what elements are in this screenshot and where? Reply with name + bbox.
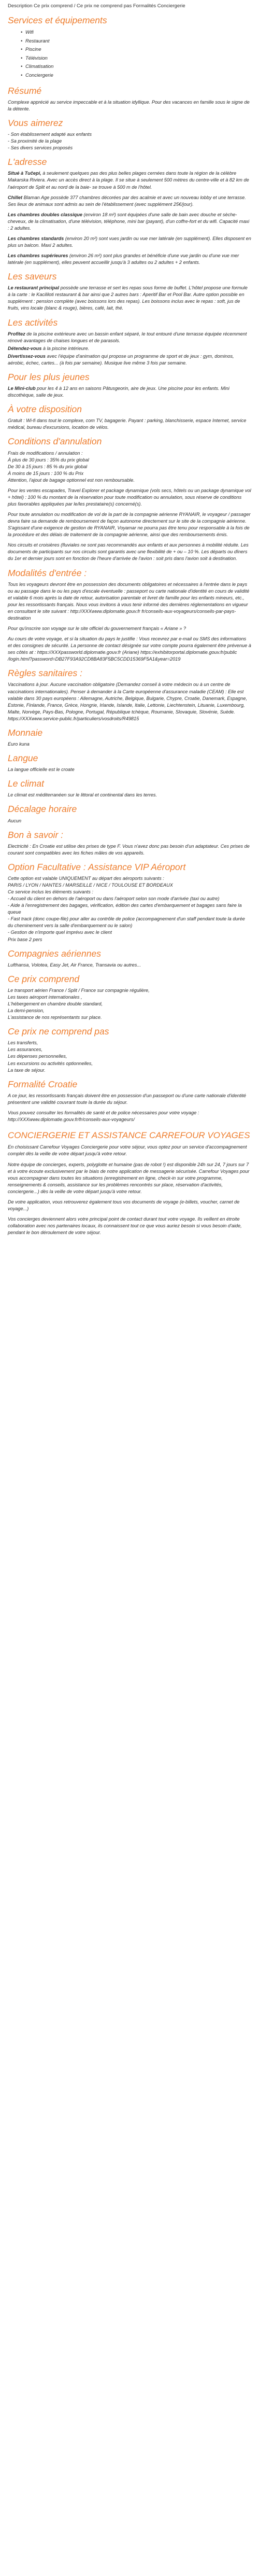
bullet-icon: •	[21, 55, 23, 61]
formalites-paragraph: Au cours de votre voyage, et si la situation du pays le justifie : Vous recevrez par e-mail ou SMS des informations et des consignes de sécurité. La personne de contact désignée sur votre compte pourra également être prévenue à ses côtés at : https://XXXpassworld.diplomatie.gouv.fr (Ariane) https://exhibitorportal.diplomatie.gouv.fr/public /login.html?password=DB27F93A92CD8BA83F5BC5CDD15369F5A1&year=2019	[8, 636, 251, 662]
formalite-croatie-paragraph: A ce jour, les ressortissants français doivent être en possession d'un passeport ou d'une carte nationale d'identité présentent une validité couvrant toute la durée du séjour.	[8, 1093, 246, 1105]
list-item: • Conciergerie	[25, 72, 251, 80]
bonasavoir-text: Electricité : En Croatie est utilise des prises de type F. Vous n'avez donc pas besoin d'un adaptateur. Ces prises de courant sont compatibles avec les fiches mâles de vos appareils.	[8, 843, 250, 856]
langue-title: Langue	[8, 753, 38, 763]
adresse-paragraph: Chillet Blaman Age possède 377 chambres décorées par des acalmie et avec un nouveau lobby et une terrasse. Ses lieux de animaux sont admis au sein de l'établissement (avec supplément 25€/jour).	[8, 194, 246, 207]
bullet-icon: •	[21, 73, 23, 79]
bonasavoir-section	[8, 830, 251, 857]
formalites-paragraph: Tous les voyageurs devront être en possession des documents obligatoires et nécessaires à l'entrée dans le pays ou au passage dans le ou les pays d'escale éventuelle : passeport ou carte nationale d'identité en cours de validité et valable 6 mois après la date de retour, autorisation parentale et livret de famille pour les enfants mineurs, etc., pour les ressortissants français. Nous vous invitons à vous tenir informé des dernières réglementations en vigueur en consultant le site suivant : http://XXXwww.diplomatie.gouv.fr fr/conseils-aux-voyageurs/conseils-par-pays-destination	[8, 581, 250, 621]
list-item: • Télévision	[25, 54, 251, 63]
vip-title: Option Facultative : Assistance VIP Aéroport	[8, 861, 186, 872]
adresse-title: L'adresse	[8, 157, 47, 167]
list-item: • Restaurant	[25, 37, 251, 46]
annulation-paragraph: Nos circuits et croisières (fluviales ne sont pas recommandés aux enfants et aux personnes à mobilité réduite. Les documents de participants sur nos circuits sont garantis avec une flexibilité de + ou – 10 %. Les départs ou dîners du 1er et dernier jours sont en fonction de l'heure d'arrivée de l'avion : soit pris dans l'avion soit à destination.	[8, 542, 249, 562]
adresse-paragraph: Les chambres doubles classique (environ 18 m²) sont équipées d'une salle de bain avec douche et sèche-cheveux, de la climatisation, d'une télévision, téléphone, mini bar (payant), d'un coffre-fort et du wifi. Capacité maxi : 2 adultes.	[8, 212, 250, 231]
activites-paragraph: Détendez-vous à la piscine intérieure.	[8, 345, 90, 351]
annulation-paragraph: Pour les ventes escapades, Travel Explorer et package dynamique (vols secs, hôtels ou un package dynamique vol + hôtel) : 100 % du montant de la réservation pour toute modification ou annulation, sous réserve de conditions plus favorables appliquées par le/les prestataire(s) concerné(s).	[8, 487, 251, 507]
list-item: • Wifi	[25, 29, 251, 37]
annulation-title: Conditions d'annulation	[8, 436, 102, 447]
monnaie-text: Euro kuna	[8, 741, 30, 747]
compagnies-text: Lufthansa, Volotea, Easy Jet, Air France, Transavia ou autres...	[8, 962, 141, 968]
prix-comprend-section	[8, 974, 251, 1021]
formalites-section	[8, 568, 251, 663]
adresse-paragraph: Situé à Tučepi, à seulement quelques pas des plus belles plages cernées dans toute la région de la célèbre Makarska Riviera. Avec un accès direct à la plage. Il se situe à seulement 500 mètres du centre-ville et à 82 km de l'aéroport de Split et au nord de la baie- se trouve à 500 m de l'hôtel.	[8, 171, 249, 190]
bullet-icon: •	[21, 64, 23, 70]
adresse-section	[8, 157, 251, 266]
monnaie-section	[8, 727, 251, 748]
climat-text: Le climat est méditerranéen sur le littoral et continental dans les terres.	[8, 792, 157, 798]
adresse-paragraph: Les chambres standards (environ 20 m²) sont vues jardin ou vue mer latérale (en supplément). Elles disposent en plus un balcon. Maxi 2 adultes.	[8, 235, 251, 248]
activites-section	[8, 317, 251, 367]
langue-text: La langue officielle est le croate	[8, 767, 75, 773]
list-item: • Piscine	[25, 46, 251, 54]
list-item: • Climatisation	[25, 63, 251, 72]
annulation-paragraph: Pour toute annulation ou modification de vol de la part de la compagnie aérienne RYANAIR, le voyageur / passager devra faire sa demande de remboursement de façon autonome directement sur le site de la compagnie aérienne. S'agissant d'une exigence de gestion de RYANAIR, Voyamar ne pourra pas être tenu pour responsable à la fois de la procédure et des délais de traitement de la compagnie aérienne, ainsi que des remboursements émis.	[8, 512, 251, 538]
formalites-paragraph: Pour qu'inscrire son voyage sur le site officiel du gouvernement français « Ariane » ?	[8, 626, 186, 631]
activites-title: Les activités	[8, 317, 58, 328]
formalite-croatie-section	[8, 1079, 251, 1123]
disposition-title: À votre disposition	[8, 404, 82, 415]
formalites-title: Modalités d'entrée :	[8, 567, 87, 578]
aimerez-section	[8, 118, 251, 151]
conciergerie-paragraph: En choisissant Carrefour Voyages Conciergerie pour votre séjour, vous optez pour un service d'accompagnement complet dès la veille de votre départ jusqu'à votre retour.	[8, 1144, 247, 1157]
bullet-icon: •	[21, 47, 23, 53]
petits-section	[8, 372, 251, 399]
conciergerie-paragraph: De votre application, vous retrouverez également tous vos documents de voyage (e-billets, voucher, carnet de voyage...)	[8, 1199, 240, 1211]
activites-paragraph: Profitez de la piscine extérieure avec un bassin enfant séparé, le tout entouré d'une terrasse équipée récemment rénové avantages de chaises longues et de parasols.	[8, 331, 247, 343]
prix-comprend-list: Le transport aérien France / Split / France sur compagnie régulière, Les taxes aéroport internationales , L'hébergement en chambre double standard, La demi-pension, L'assistance de nos représentants sur place.	[8, 987, 150, 1020]
adresse-paragraph: Les chambres supérieures (environ 26 m²) sont plus grandes et bénéficie d'une vue jardin ou d'une vue mer latérale (en supplément), elles peuvent accueillir jusqu'à 3 adultes ou 2 adultes + 2 enfants.	[8, 253, 239, 265]
horaire-text: Aucun	[8, 818, 22, 823]
bonasavoir-title: Bon à savoir :	[8, 829, 63, 840]
sanitaires-section	[8, 668, 251, 722]
aimerez-title: Vous aimerez	[8, 117, 63, 128]
sanitaires-paragraph: Vaccinations à jour. Aucune vaccination obligatoire (Demandez conseil à votre médecin ou à un centre de vaccinations internationales). Penser à demander à la Carte européenne d'assurance maladie (CEAM) : Elle est valable dans 30 pays européens : Allemagne, Autriche, Belgique, Bulgarie, Chypre, Croatie, Danemark, Espagne, Estonie, Finlande, France, Grèce, Hongrie, Irlande, Islande, Italie, Lettonie, Liechtenstein, Lituanie, Luxembourg, Malte, Norvège, Pays-Bas, Pologne, Portugal, République tchèque, Roumanie, Slovaquie, Slovénie, Suède. https://XXXwww.service-public.fr/particuliers/vosdroits/R49815	[8, 682, 248, 721]
prix-comprend-title: Ce prix comprend	[8, 973, 80, 984]
climat-title: Le climat	[8, 778, 45, 789]
annulation-section	[8, 436, 251, 562]
compagnies-title: Compagnies aériennes	[8, 948, 101, 959]
formalite-croatie-paragraph: Vous pouvez consulter les formalités de santé et de police nécessaires pour votre voyage : http://XXXwww.diplomatie.gouv.fr/fr/conseils-aux-voyageurs/	[8, 1110, 199, 1122]
aimerez-text: - Son établissement adapté aux enfants - Sa proximité de la plage - Ses divers services proposés	[8, 132, 92, 151]
disposition-section	[8, 404, 251, 431]
services-list	[8, 29, 251, 80]
resume-title: Résumé	[8, 85, 42, 96]
prix-ne-comprend-section	[8, 1026, 251, 1073]
formalite-croatie-title: Formalité Croatie	[8, 1079, 78, 1089]
petits-title: Pour les plus jeunes	[8, 371, 90, 382]
conciergerie-paragraph: Notre équipe de concierges, experts, polyglotte et humaine (pas de robot !) est disponible 24h sur 24, 7 jours sur 7 et à votre écoute exclusivement par le biais de notre application de messagerie sécurisée. Carrefour Voyages pour vous accompagner dans toutes les situations (enregistrement en ligne, check-in sur votre programme, renseignements & conseils, assistance sur les problèmes rencontrés sur place, réservation d'activités, conciergerie...) dès la veille de votre départ jusqu'à votre retour.	[8, 1161, 250, 1194]
bullet-icon: •	[21, 38, 23, 44]
activites-paragraph: Divertissez-vous avec l'équipe d'animation qui propose un programme de sport et de jeux : gym, dominos, aérobic, échec, cartes... (à fois par semaine). Musique live même 3 fois par semaine.	[8, 353, 234, 366]
vip-section	[8, 862, 251, 943]
sanitaires-title: Règles sanitaires :	[8, 668, 82, 679]
horaire-title: Décalage horaire	[8, 804, 77, 815]
bullet-icon: •	[21, 29, 23, 35]
vip-paragraph: Cette option est valable UNIQUEMENT au départ des aéroports suivants : PARIS / LYON / NANTES / MARSEILLE / NICE / TOULOUSE ET BORDEAUX Ce service inclus les éléments suivants : - Accueil du client en dehors de l'aéroport ou dans l'aéroport selon son mode d'arrivée (taxi ou autre) - Aide à l'enregistrement des bagages, vérification, édition des cartes d'embarquement et bagages sans faire la queue - Fast track (donc coupe-file) pour aller au contrôle de police (accompagnement d'un staff pendant toute la durée du cheminement vers la salle d'embarquement ou le salon) - Gestion de n'importe quel imprévu avec le client Prix base 2 pers	[8, 875, 245, 942]
services-section	[8, 15, 251, 80]
saveurs-title: Les saveurs	[8, 271, 57, 282]
description-line: Description Ce prix comprend / Ce prix ne comprend pas Formalités Conciergerie	[8, 3, 185, 9]
document-page	[0, 0, 259, 1251]
annulation-fees: Frais de modifications / annulation : À plus de 30 jours : 35% du prix global De 30 à 15 jours : 85 % du prix global À moins de 15 jours : 100 % du Prix Attention, l'ajout de bagage optionnel est non remboursable.	[8, 450, 135, 483]
disposition-text: Gratuit : Wi-fi dans tout le complexe, com TV, bagagerie. Payant : parking, blanchisserie, espace Internet, service médical, bureau d'excursions, location de vélos.	[8, 418, 247, 430]
prix-ne-comprend-title: Ce prix ne comprend pas	[8, 1026, 109, 1037]
horaire-section	[8, 804, 251, 824]
langue-section	[8, 753, 251, 773]
monnaie-title: Monnaie	[8, 727, 43, 738]
conciergerie-paragraph: Vos concierges deviennent alors votre principal point de contact durant tout votre voyage. Ils veillent en étroite collaboration avec nos partenaires locaux, ils connaissent tout ce que vous auriez besoin si vous besoin d'aide, pendant le bon déroulement de votre séjour.	[8, 1216, 242, 1236]
resume-text: Complexe apprécié au service impeccable et à la situation idyllique. Pour des vacances en famille sous le signe de la détente.	[8, 99, 250, 111]
resume-section	[8, 86, 251, 113]
services-title: Services et équipements	[8, 15, 107, 25]
conciergerie-section	[8, 1130, 251, 1236]
conciergerie-title: CONCIERGERIE ET ASSISTANCE CARREFOUR VOYAGES	[8, 1130, 250, 1140]
saveurs-paragraph: Le restaurant principal possède une terrasse et sert les repas sous forme de buffet. L'hôtel propose une formule à la carte : le Kacililoti restaurant & bar ainsi que 2 autres bars : Aperitif Bar et Pool Bar. Autre option possible en supplément : pension complète (avec boissons lors des repas). Les boissons inclus avec le repas : soft, jus de fruits, vins locale (blanc & rouge), bières, café, lait, thé.	[8, 285, 248, 311]
saveurs-section	[8, 271, 251, 312]
climat-section	[8, 778, 251, 799]
compagnies-section	[8, 948, 251, 969]
petits-paragraph: Le Mini-club pour les 4 à 12 ans en saisons Pâtusgeorin, aire de jeux. Une piscine pour les enfants. Mini discothèque, salle de jeux.	[8, 386, 229, 398]
prix-ne-comprend-list: Les transferts, Les assurances, Les dépenses personnelles, Les excursions ou activités optionnelles, La taxe de séjour.	[8, 1040, 93, 1073]
